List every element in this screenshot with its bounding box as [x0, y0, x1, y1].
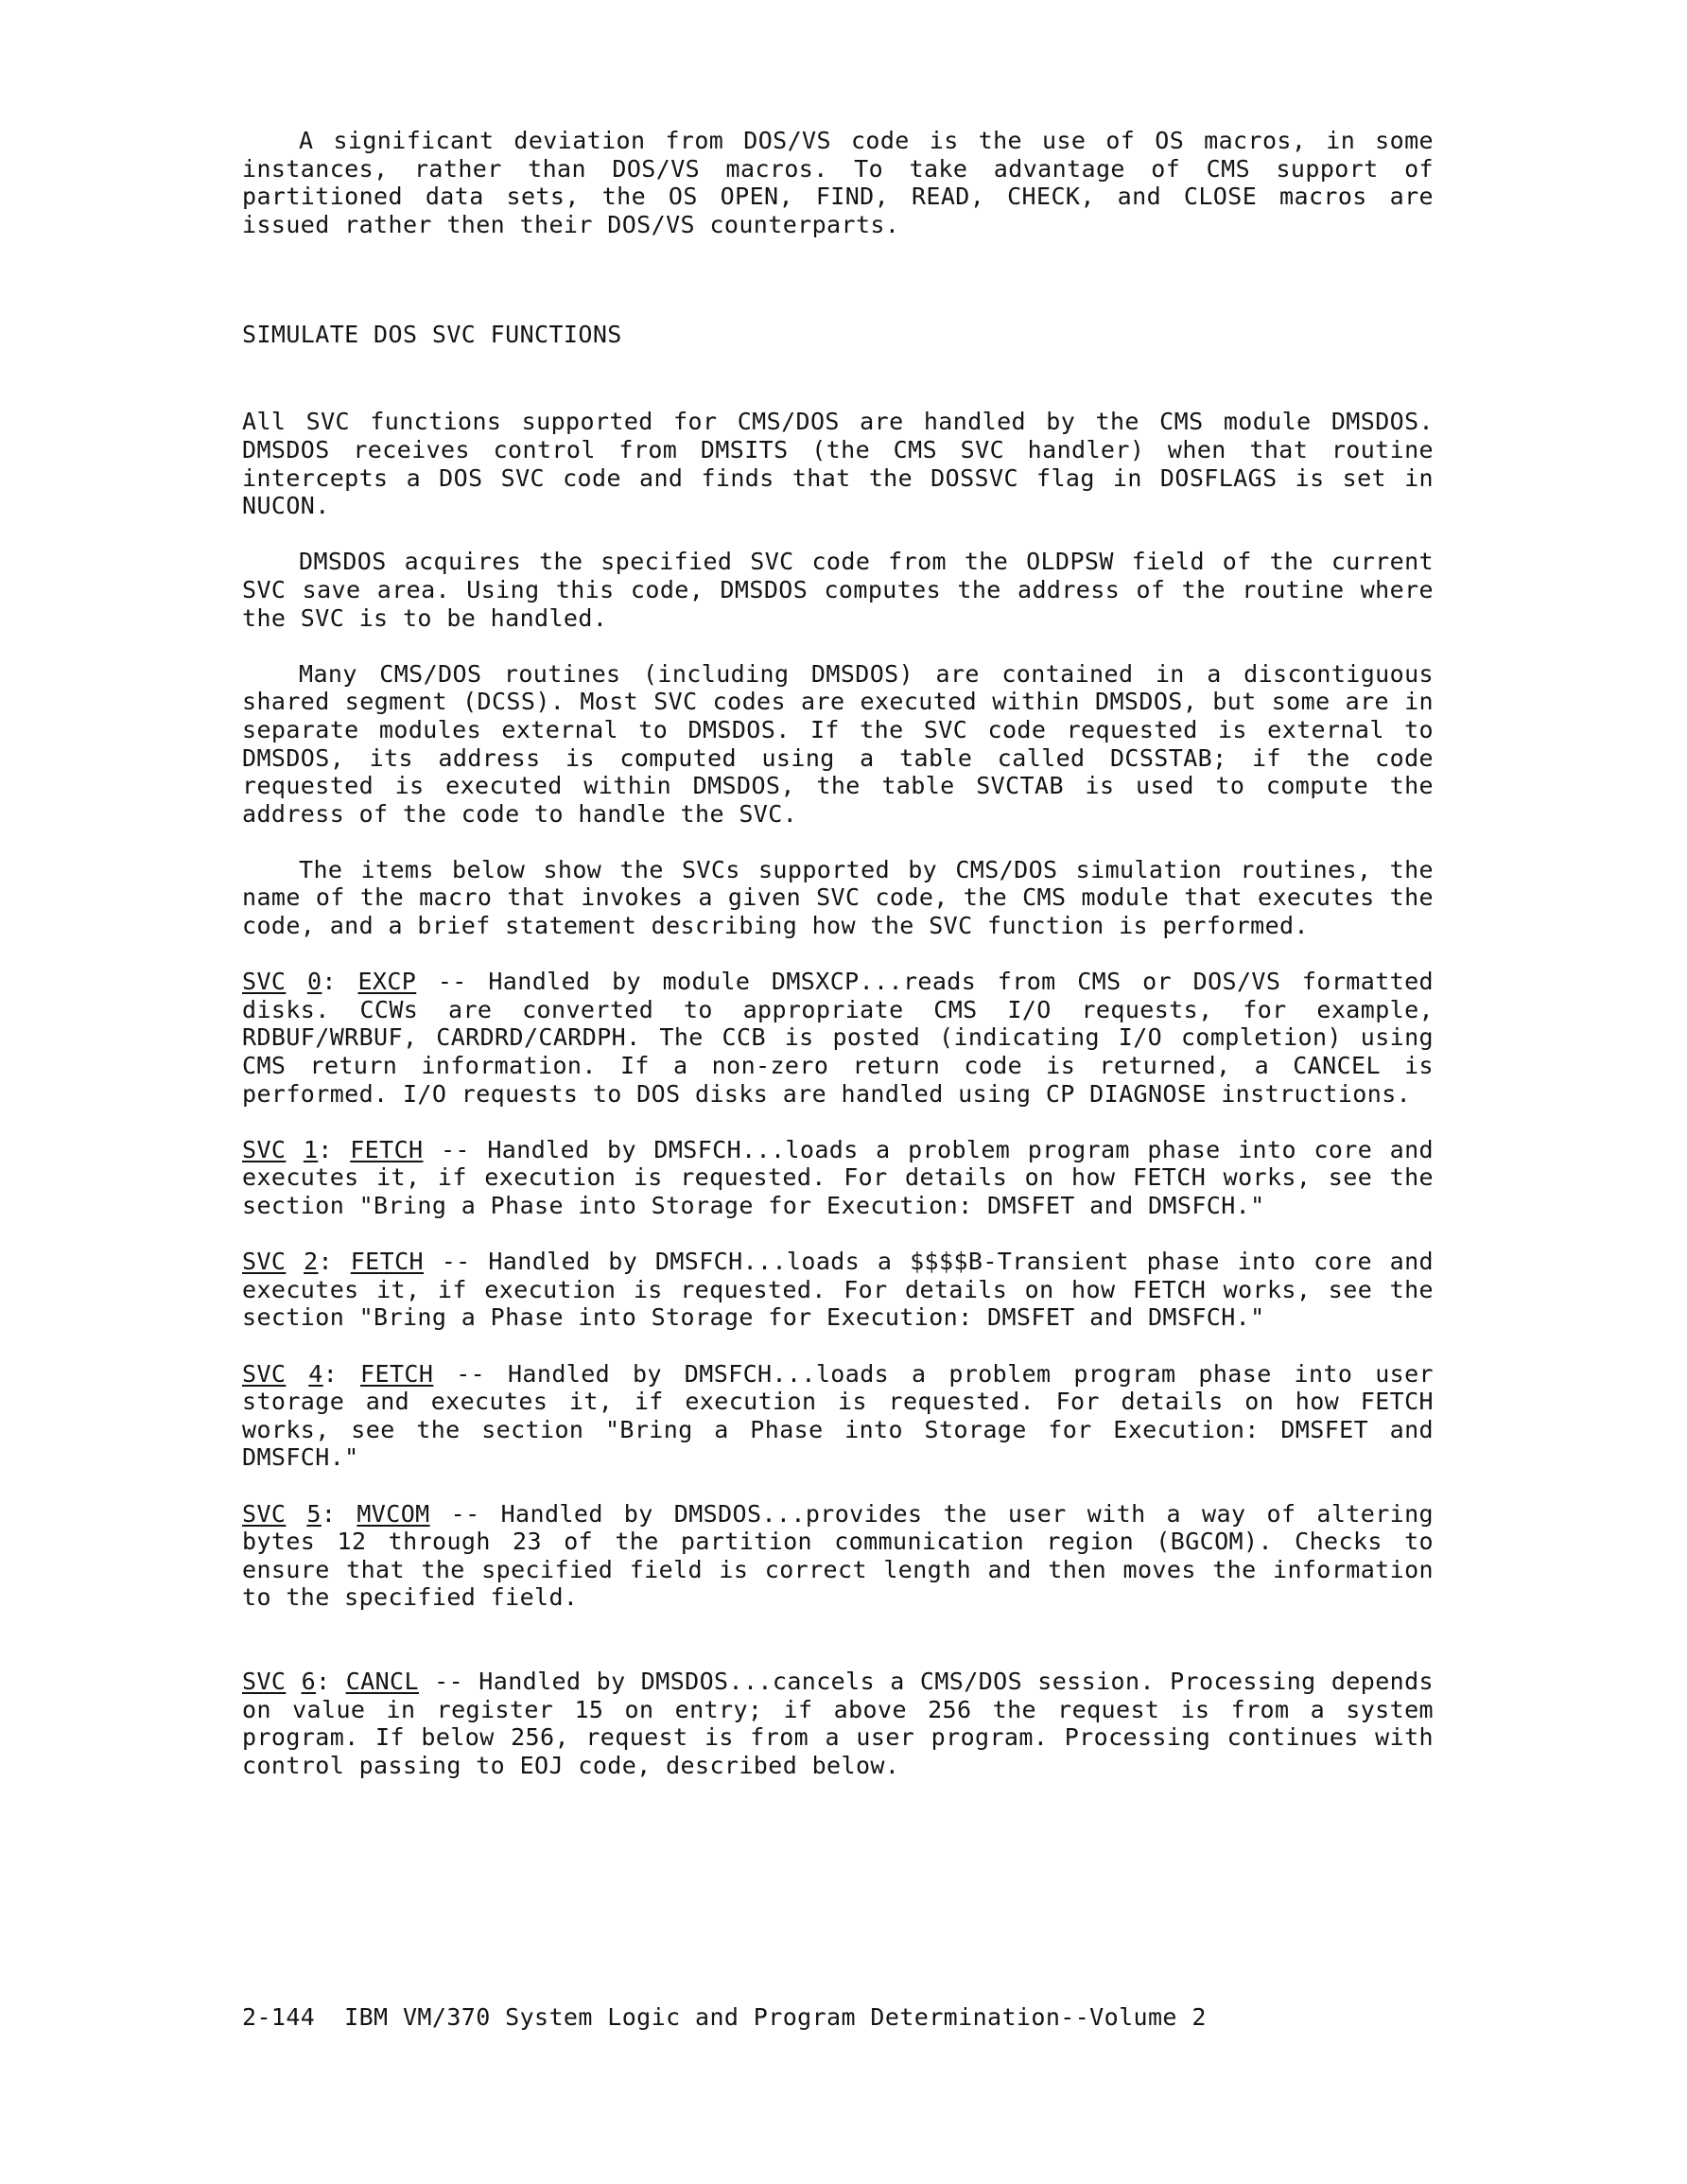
page-footer: 2-144 IBM VM/370 System Logic and Program Determination--Volume 2	[242, 2003, 1207, 2031]
intro-paragraph: A significant deviation from DOS/VS code is the use of OS macros, in some instances, rather than DOS/VS macros. To take advantage of CMS support of partitioned data sets, the OS OPEN, FIND, READ, CHECK, and CLOSE macros are issued rather then their DOS/VS counterparts.	[242, 127, 1434, 238]
svc-number: 6	[301, 1667, 317, 1695]
svc-description: -- Handled by DMSFCH...loads a problem program phase into core and executes it, if execution is requested. For details on how FETCH works, see the section "Bring a Phase into Storage for Execution: DMSFET and DMSFCH."	[242, 1135, 1434, 1219]
svc-number: 5	[306, 1499, 322, 1528]
svc-number: 4	[308, 1359, 323, 1388]
svc-label: SVC	[242, 1135, 287, 1163]
svc-macro: FETCH	[350, 1135, 424, 1163]
svc-macro: FETCH	[350, 1248, 424, 1276]
svc-item: SVC 2: FETCH -- Handled by DMSFCH...loads a $$$$B-Transient phase into core and executes it, if execution is requested. For details on how FETCH works, see the section "Bring a Phase into Storage for Execution: DMSFET and DMSFCH."	[242, 1248, 1434, 1332]
svc-macro: MVCOM	[357, 1499, 430, 1528]
svc-number: 1	[303, 1135, 319, 1163]
svc-macro: EXCP	[357, 968, 417, 996]
svc-description: -- Handled by DMSDOS...cancels a CMS/DOS session. Processing depends on value in register 15 on entry; if above 256 the request is from a system program. If below 256, request is from a user program. Processing continues with control passing to EOJ code, described below.	[242, 1667, 1434, 1779]
svc-overview-paragraph: All SVC functions supported for CMS/DOS are handled by the CMS module DMSDOS. DMSDOS receives control from DMSITS (the CMS SVC handler) when that routine intercepts a DOS SVC code and finds that the DOSSVC flag in DOSFLAGS is set in NUCON.	[242, 408, 1434, 520]
svc-macro: FETCH	[360, 1359, 434, 1388]
svc-item: SVC 5: MVCOM -- Handled by DMSDOS...provides the user with a way of altering bytes 12 through 23 of the partition communication region (BGCOM). Checks to ensure that the specified field is correct length and then moves the information to the specified field.	[242, 1499, 1434, 1612]
heading-block	[242, 322, 1434, 378]
svc-label: SVC	[242, 1667, 287, 1695]
svc-item: SVC 6: CANCL -- Handled by DMSDOS...cancels a CMS/DOS session. Processing depends on value in register 15 on entry; if above 256 the request is from a system program. If below 256, request is from a user program. Processing continues with control passing to EOJ code, described below.	[242, 1667, 1434, 1779]
svc-description: -- Handled by DMSDOS...provides the user with a way of altering bytes 12 through 23 of the partition communication region (BGCOM). Checks to ensure that the specified field is correct length and then moves the information to the specified field.	[242, 1499, 1434, 1612]
page-body	[242, 127, 1434, 1808]
svc-label: SVC	[242, 1359, 287, 1388]
svc-description: -- Handled by DMSFCH...loads a $$$$B-Transient phase into core and executes it, if execution is requested. For details on how FETCH works, see the section "Bring a Phase into Storage for Execution: DMSFET and DMSFCH."	[242, 1248, 1434, 1332]
svc-item: SVC 4: FETCH -- Handled by DMSFCH...loads a problem program phase into user storage and executes it, if execution is requested. For details on how FETCH works, see the section "Bring a Phase into Storage for Execution: DMSFET and DMSFCH."	[242, 1359, 1435, 1472]
svc-description: -- Handled by module DMSXCP...reads from CMS or DOS/VS formatted disks. CCWs are converted to appropriate CMS I/O requests, for example, RDBUF/WRBUF, CARDRD/CARDPH. The CCB is posted (indicating I/O completion) using CMS return information. If a non-zero return code is returned, a CANCEL is performed. I/O requests to DOS disks are handled using CP DIAGNOSE instructions.	[242, 968, 1434, 1108]
dmsdos-paragraph: DMSDOS acquires the specified SVC code from the OLDPSW field of the current SVC save area. Using this code, DMSDOS computes the address of the routine where the SVC is to be handled.	[242, 548, 1434, 632]
svc-macro: CANCL	[345, 1667, 419, 1695]
section-heading: SIMULATE DOS SVC FUNCTIONS	[242, 321, 622, 349]
svc-number: 2	[304, 1248, 319, 1276]
svc-item: SVC 0: EXCP -- Handled by module DMSXCP...reads from CMS or DOS/VS formatted disks. CCWs are converted to appropriate CMS I/O requests, for example, RDBUF/WRBUF, CARDRD/CARDPH. The CCB is posted (indicating I/O completion) using CMS return information. If a non-zero return code is returned, a CANCEL is performed. I/O requests to DOS disks are handled using CP DIAGNOSE instructions.	[242, 968, 1434, 1108]
svc-description: -- Handled by DMSFCH...loads a problem program phase into user storage and executes it, if execution is requested. For details on how FETCH works, see the section "Bring a Phase into Storage for Execution: DMSFET and DMSFCH."	[242, 1359, 1435, 1472]
svc-label: SVC	[242, 1499, 287, 1528]
svc-item: SVC 1: FETCH -- Handled by DMSFCH...loads a problem program phase into core and executes it, if execution is requested. For details on how FETCH works, see the section "Bring a Phase into Storage for Execution: DMSFET and DMSFCH."	[242, 1135, 1434, 1219]
dcss-paragraph: Many CMS/DOS routines (including DMSDOS) are contained in a discontiguous shared segment (DCSS). Most SVC codes are executed within DMSDOS, but some are in separate modules external to DMSDOS. If the SVC code requested is external to DMSDOS, its address is computed using a table called DCSSTAB; if the code requested is executed within DMSDOS, the table SVCTAB is used to compute the address of the code to handle the SVC.	[242, 659, 1434, 828]
svc-number: 0	[306, 968, 322, 996]
svc-label: SVC	[242, 968, 287, 996]
items-intro-paragraph: The items below show the SVCs supported by CMS/DOS simulation routines, the name of the macro that invokes a given SVC code, the CMS module that executes the code, and a brief statement describing how the SVC function is performed.	[242, 855, 1434, 940]
svc-label: SVC	[242, 1248, 287, 1276]
